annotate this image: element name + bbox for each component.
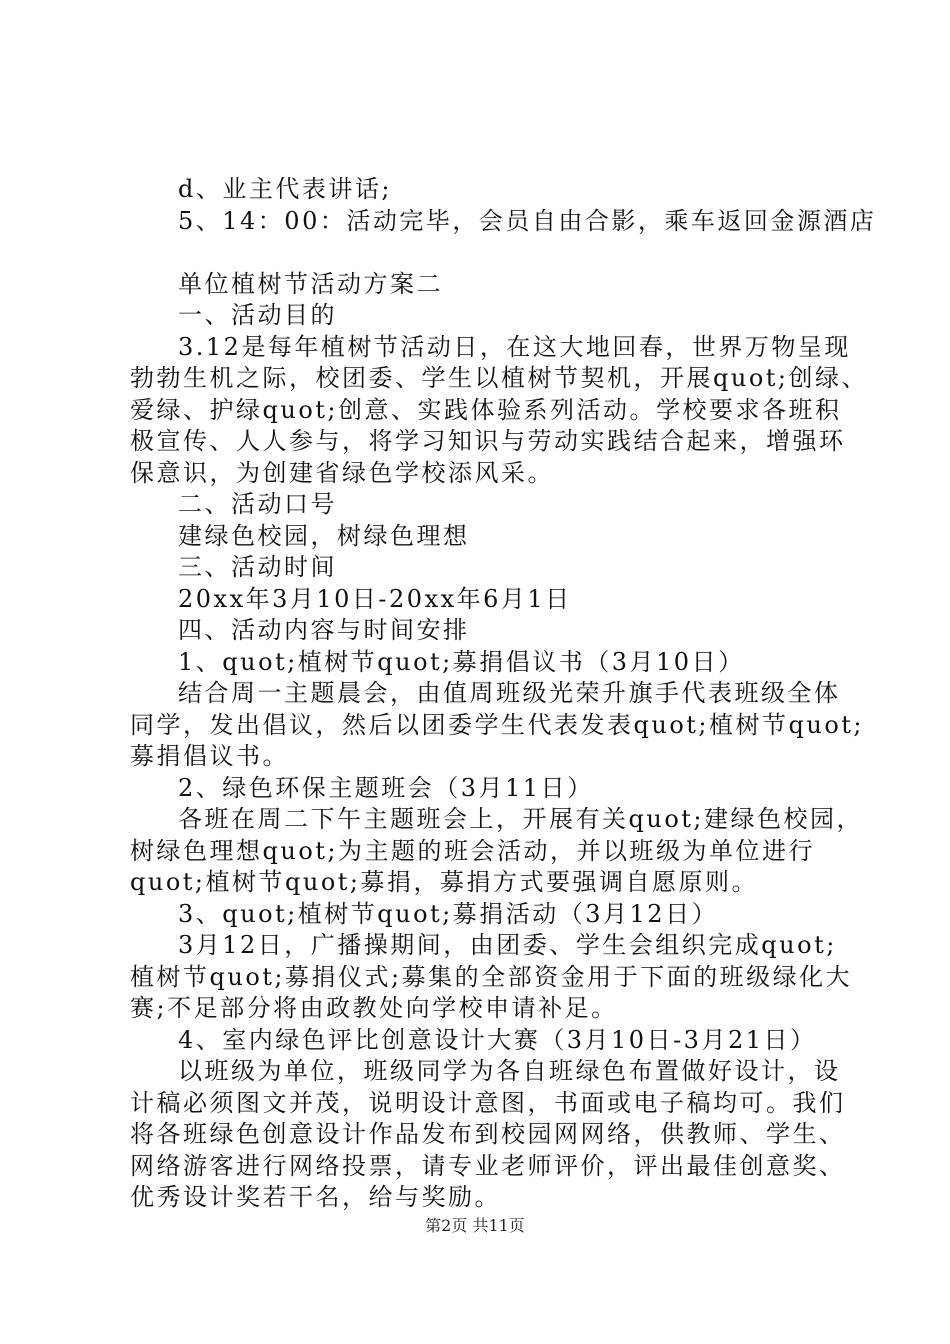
blank-line	[130, 237, 840, 269]
text-line: 保意识，为创建省绿色学校添风采。	[130, 458, 554, 487]
text-line: 计稿必须图文并茂，说明设计意图，书面或电子稿均可。我们	[130, 1088, 846, 1117]
text-line: 以班级为单位，班级同学为各自班绿色布置做好设计，设	[178, 1057, 841, 1085]
text-line: 二、活动口号	[178, 490, 337, 518]
text-line: 四、活动内容与时间安排	[178, 616, 470, 644]
text-line: 建绿色校园，树绿色理想	[178, 521, 470, 550]
document-body	[130, 174, 877, 1214]
text-line: 3月12日，广播操期间，由团委、学生会组织完成quot;	[178, 931, 837, 959]
text-line: 优秀设计奖若干名，给与奖励。	[130, 1183, 501, 1211]
text-line: 一、活动目的	[178, 301, 337, 329]
text-line: 4、室内绿色评比创意设计大赛（3月10日-3月21日）	[178, 1025, 817, 1054]
text-line: 三、活动时间	[178, 553, 337, 581]
text-line: 1、quot;植树节quot;募捐倡议书（3月10日）	[178, 647, 745, 676]
text-line: 20xx年3月10日-20xx年6月1日	[178, 584, 572, 613]
text-line: quot;植树节quot;募捐，募捐方式要强调自愿原则。	[130, 868, 758, 896]
text-line: 5、14：00：活动完毕，会员自由合影，乘车返回金源酒店	[178, 206, 877, 235]
text-line: 网络游客进行网络投票，请专业老师评价，评出最佳创意奖、	[130, 1151, 846, 1180]
text-line: 3、quot;植树节quot;募捐活动（3月12日）	[178, 899, 719, 928]
text-line: 植树节quot;募捐仪式;募集的全部资金用于下面的班级绿化大	[130, 962, 853, 991]
text-line: 单位植树节活动方案二	[178, 269, 443, 298]
text-line: 同学，发出倡议，然后以团委学生代表发表quot;植树节quot;	[130, 710, 864, 739]
text-line: 结合周一主题晨会，由值周班级光荣升旗手代表班级全体	[178, 679, 841, 707]
text-line: 各班在周二下午主题班会上，开展有关quot;建绿色校园，	[178, 805, 863, 833]
text-line: 树绿色理想quot;为主题的班会活动，并以班级为单位进行	[130, 836, 815, 865]
text-line: 赛;不足部分将由政教处向学校申请补足。	[130, 994, 618, 1022]
text-line: d、业主代表讲话;	[178, 175, 392, 203]
text-line: 2、绿色环保主题班会（3月11日）	[178, 773, 594, 802]
text-line: 勃勃生机之际，校团委、学生以植树节契机，开展quot;创绿、	[130, 364, 868, 392]
text-line: 极宣传、人人参与，将学习知识与劳动实践结合起来，增强环	[130, 427, 846, 455]
text-line: 募捐倡议书。	[130, 742, 289, 770]
page-footer: 第2页 共11页	[425, 1216, 525, 1235]
text-line: 爱绿、护绿quot;创意、实践体验系列活动。学校要求各班积	[130, 395, 842, 424]
text-line: 将各班绿色创意设计作品发布到校园网网络，供教师、学生、	[130, 1120, 846, 1148]
text-line: 3.12是每年植树节活动日，在这大地回春，世界万物呈现	[178, 332, 851, 361]
